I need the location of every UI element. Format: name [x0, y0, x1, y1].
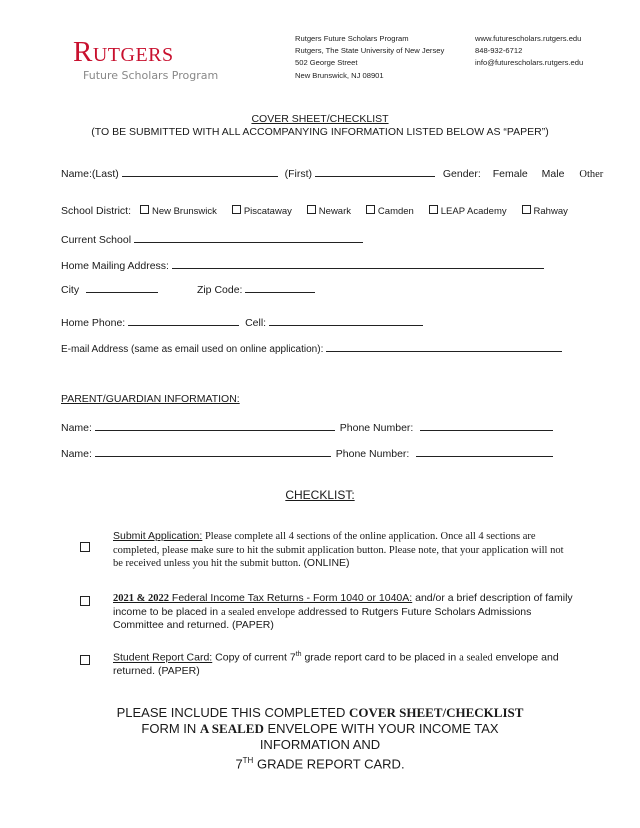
program-address: [295, 33, 444, 82]
phone-row: [61, 315, 423, 329]
rutgers-logo-subtitle: Future Scholars Program: [83, 69, 219, 82]
city-zip-row: [61, 282, 315, 296]
parent-name-label: Name:: [61, 422, 92, 434]
checklist-item-1: [113, 530, 573, 571]
mailing-address-label: Home Mailing Address:: [61, 260, 169, 272]
school-option-new-brunswick[interactable]: New Brunswick: [140, 206, 217, 217]
checklist-item-2-checkbox[interactable]: [80, 596, 90, 606]
parent-row-1: [61, 420, 553, 434]
address-line: Rutgers, The State University of New Jersey: [295, 46, 445, 56]
home-phone-label: Home Phone:: [61, 317, 126, 329]
footer-line: 7TH GRADE REPORT CARD.: [235, 756, 405, 772]
form-title: COVER SHEET/CHECKLIST: [251, 113, 389, 125]
checklist-item-text: Please complete all 4 sections of the online application. Once all 4 sections are completed, please make sure to hit the submit application button. Please note, that your application will not be received unless you hit the submit button.: [113, 531, 564, 569]
parent-phone-label: Phone Number:: [335, 448, 410, 460]
program-contact: [475, 33, 583, 70]
checkbox[interactable]: [366, 205, 375, 214]
school-district-label: School District:: [61, 205, 132, 217]
school-option-rahway[interactable]: Rahway: [522, 206, 568, 217]
school-option-newark[interactable]: Newark: [307, 206, 351, 217]
checklist-item-text: - Form 1040 or 1040A:: [303, 592, 413, 604]
current-school-label: Current School: [61, 234, 132, 246]
email-row: [61, 341, 562, 355]
mailing-address-row: [61, 258, 544, 272]
gender-label: Gender:: [442, 168, 481, 180]
checklist-item-2: [113, 592, 573, 633]
checklist-item-1-checkbox[interactable]: [80, 542, 90, 552]
email-field[interactable]: [326, 341, 562, 352]
phone-number: 848-932-6712: [475, 46, 523, 56]
student-name-row: [61, 166, 603, 180]
checklist-item-title: Submit Application:: [113, 530, 203, 542]
checklist-item-title: Student Report Card:: [113, 651, 213, 664]
checklist-item-text: a sealed envelope: [220, 606, 296, 618]
city-label: City: [61, 284, 80, 296]
school-option-camden[interactable]: Camden: [366, 206, 414, 217]
parent-row-2: [61, 446, 553, 460]
checklist-heading: CHECKLIST:: [285, 488, 355, 502]
footer-line: FORM IN A SEALED ENVELOPE WITH YOUR INCOME TAX: [141, 721, 499, 736]
checklist-item-text: grade report card to be placed in: [301, 651, 460, 664]
parent-name-field[interactable]: [95, 420, 335, 431]
parent-section-heading: PARENT/GUARDIAN INFORMATION:: [61, 393, 240, 405]
checklist-item-text: Copy of current 7: [212, 651, 296, 664]
checklist-item-3-checkbox[interactable]: [80, 655, 90, 665]
checklist-item-title: 2021 & 2022: [113, 593, 169, 604]
first-name-field[interactable]: [315, 166, 435, 177]
checkbox[interactable]: [522, 205, 531, 214]
school-district-row: [61, 205, 568, 217]
parent-phone-field[interactable]: [416, 446, 553, 457]
address-line: Rutgers Future Scholars Program: [295, 34, 409, 43]
form-subtitle: (TO BE SUBMITTED WITH ALL ACCOMPANYING INFORMATION LISTED BELOW AS “PAPER”): [91, 126, 549, 138]
zip-label: Zip Code:: [196, 284, 243, 296]
parent-phone-field[interactable]: [420, 420, 553, 431]
current-school-row: [61, 232, 363, 246]
email-link[interactable]: info@futurescholars.rutgers.edu: [475, 58, 584, 68]
website-link[interactable]: www.futurescholars.rutgers.edu: [475, 34, 582, 43]
parent-name-field[interactable]: [95, 446, 331, 457]
last-name-field[interactable]: [122, 166, 278, 177]
school-option-piscataway[interactable]: Piscataway: [232, 206, 292, 217]
home-phone-field[interactable]: [128, 315, 239, 326]
checklist-item-3: [113, 648, 573, 679]
address-line: 502 George Street: [295, 58, 358, 68]
checklist-item-title-rest: Federal Income Tax Returns: [169, 592, 304, 604]
checklist-item-sup: th: [295, 651, 302, 658]
gender-option-other[interactable]: Other: [579, 169, 604, 180]
checklist-item-text: a sealed: [459, 652, 493, 664]
checkbox[interactable]: [429, 205, 438, 214]
mailing-address-field[interactable]: [172, 258, 544, 269]
address-line: New Brunswick, NJ 08901: [295, 70, 384, 80]
gender-option-male[interactable]: Male: [541, 168, 565, 180]
last-name-label: Name:(Last): [61, 168, 119, 180]
footer-line: PLEASE INCLUDE THIS COMPLETED COVER SHEET/CHECKLIST: [116, 705, 524, 720]
gender-option-female[interactable]: Female: [492, 168, 528, 180]
checklist-item-tag: (ONLINE): [303, 557, 350, 569]
first-name-label: (First): [284, 168, 313, 180]
checklist-item-text: addressed to Rutgers Future Scholars Admissions Committee and returned. (PAPER): [113, 605, 532, 631]
school-option-leap-academy[interactable]: LEAP Academy: [429, 206, 507, 217]
email-label: E-mail Address (same as email used on online application):: [61, 344, 324, 355]
checkbox[interactable]: [232, 205, 241, 214]
checkbox[interactable]: [140, 205, 149, 214]
footer-instructions: [0, 705, 640, 772]
cell-label: Cell:: [245, 317, 267, 329]
checklist-item-text: and/or a brief description of family income to be placed in: [113, 592, 573, 618]
rutgers-logo-wordmark: Rutgers: [73, 36, 174, 68]
parent-phone-label: Phone Number:: [339, 422, 414, 434]
footer-line: INFORMATION AND: [259, 737, 381, 752]
parent-name-label: Name:: [61, 448, 92, 460]
cell-field[interactable]: [269, 315, 423, 326]
city-field[interactable]: [86, 282, 158, 293]
checklist-item-text: envelope and returned. (PAPER): [113, 651, 559, 677]
current-school-field[interactable]: [134, 232, 363, 243]
checkbox[interactable]: [307, 205, 316, 214]
zip-field[interactable]: [245, 282, 315, 293]
